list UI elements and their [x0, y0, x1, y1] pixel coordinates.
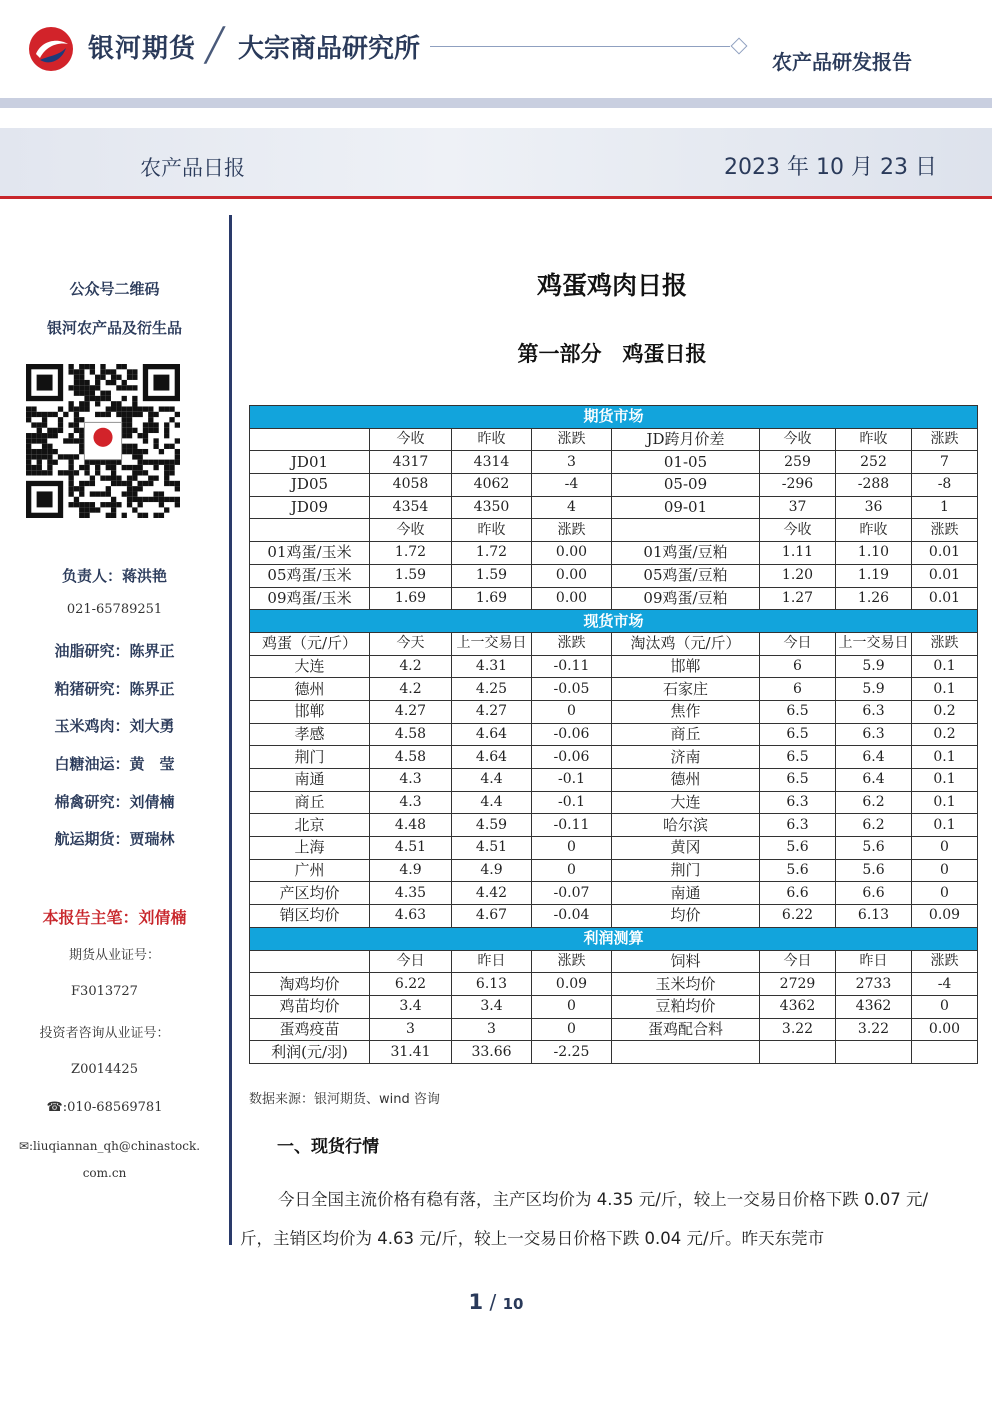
table-cell: 4.67	[452, 905, 532, 928]
table-row	[250, 678, 978, 701]
report-type: 农产品研发报告	[772, 50, 912, 74]
table-cell: 01鸡蛋/玉米	[250, 542, 370, 565]
table-cell: 0	[532, 995, 612, 1018]
table-cell: 1.19	[836, 564, 912, 587]
table-cell: 今日	[370, 950, 452, 973]
table-row	[250, 723, 978, 746]
table-section-header	[250, 406, 978, 429]
table-cell: 4.31	[452, 655, 532, 678]
table-cell: 6.3	[836, 723, 912, 746]
table-cell: 玉米均价	[612, 973, 760, 996]
table-cell: 哈尔滨	[612, 814, 760, 837]
table-cell: 7	[912, 451, 978, 474]
table-cell: 3.22	[836, 1018, 912, 1041]
researcher-item: 航运期货：贾瑞林	[54, 830, 175, 848]
table-cell: 0	[532, 859, 612, 882]
table-cell: 0.01	[912, 587, 978, 610]
table-cell: 0	[532, 837, 612, 860]
table-cell: 0.00	[912, 1018, 978, 1041]
table-cell: 邯郸	[612, 655, 760, 678]
table-cell: -0.04	[532, 905, 612, 928]
table-cell: 涨跌	[912, 428, 978, 451]
table-cell: 1.10	[836, 542, 912, 565]
futures-cert-label: 期货从业证号：	[68, 948, 160, 963]
table-cell: 01鸡蛋/豆粕	[612, 542, 760, 565]
table-cell: 济南	[612, 746, 760, 769]
table-cell: 4.25	[452, 678, 532, 701]
part-title: 第一部分 鸡蛋日报	[517, 342, 707, 366]
table-cell: 4.35	[370, 882, 452, 905]
table-cell: 4362	[836, 995, 912, 1018]
table-cell: 252	[836, 451, 912, 474]
table-cell: 昨收	[452, 428, 532, 451]
table-row	[250, 428, 978, 451]
table-cell: 淘鸡均价	[250, 973, 370, 996]
table-cell: 涨跌	[532, 519, 612, 542]
table-cell: 德州	[250, 678, 370, 701]
table-cell: 蛋鸡疫苗	[250, 1018, 370, 1041]
qr-code-icon	[26, 364, 180, 518]
table-row	[250, 519, 978, 542]
table-cell: 鸡苗均价	[250, 995, 370, 1018]
table-cell: 6.2	[836, 814, 912, 837]
table-cell: 4354	[370, 496, 452, 519]
table-row	[250, 1018, 978, 1041]
table-cell: -4	[532, 474, 612, 497]
table-cell: 259	[760, 451, 836, 474]
header-divider: ╱	[205, 26, 225, 64]
table-row	[250, 859, 978, 882]
table-cell: 焦作	[612, 700, 760, 723]
table-row	[250, 950, 978, 973]
table-cell: 涨跌	[532, 950, 612, 973]
header-rule	[430, 46, 730, 47]
table-cell: 2729	[760, 973, 836, 996]
total-pages: 10	[502, 1295, 524, 1313]
table-cell: 4.3	[370, 769, 452, 792]
table-cell: 4.9	[370, 859, 452, 882]
table-cell: 33.66	[452, 1041, 532, 1064]
researcher-item: 棉禽研究：刘倩楠	[54, 793, 175, 811]
table-section-header	[250, 927, 978, 950]
table-cell: 6.4	[836, 769, 912, 792]
consult-cert: Z0014425	[71, 1062, 138, 1077]
table-cell: 4.64	[452, 746, 532, 769]
table-row	[250, 995, 978, 1018]
table-cell: 6.6	[760, 882, 836, 905]
table-row	[250, 587, 978, 610]
table-cell: 涨跌	[912, 519, 978, 542]
table-row	[250, 905, 978, 928]
table-cell: 鸡蛋（元/斤）	[250, 632, 370, 655]
table-row	[250, 814, 978, 837]
table-cell: 09鸡蛋/玉米	[250, 587, 370, 610]
table-cell: 4.9	[452, 859, 532, 882]
table-cell: 6.13	[836, 905, 912, 928]
page-separator: /	[489, 1290, 497, 1314]
table-cell: 均价	[612, 905, 760, 928]
table-cell: 1.11	[760, 542, 836, 565]
table-cell: 4.58	[370, 723, 452, 746]
table-cell: 05-09	[612, 474, 760, 497]
table-row	[250, 451, 978, 474]
table-cell: -0.1	[532, 769, 612, 792]
table-cell	[250, 428, 370, 451]
table-cell: 0	[912, 882, 978, 905]
table-cell: 1.69	[452, 587, 532, 610]
table-cell: 6.2	[836, 791, 912, 814]
daily-label: 农产品日报	[140, 156, 245, 180]
table-cell: 利润(元/羽)	[250, 1041, 370, 1064]
table-cell: 豆粕均价	[612, 995, 760, 1018]
table-cell: 0.2	[912, 723, 978, 746]
table-cell: 今日	[760, 632, 836, 655]
table-cell: 4.4	[452, 769, 532, 792]
table-cell: 6.5	[760, 723, 836, 746]
table-cell: -2.25	[532, 1041, 612, 1064]
table-cell: 6.3	[760, 791, 836, 814]
table-cell: 0.1	[912, 769, 978, 792]
table-cell: 31.41	[370, 1041, 452, 1064]
table-cell: 4.2	[370, 655, 452, 678]
table-cell: -0.06	[532, 723, 612, 746]
email-line[interactable]: com.cn	[82, 1166, 127, 1180]
table-cell: 0.01	[912, 542, 978, 565]
table-cell: 商丘	[612, 723, 760, 746]
table-cell: 0.1	[912, 791, 978, 814]
table-cell: 05鸡蛋/玉米	[250, 564, 370, 587]
table-cell: 6.3	[836, 700, 912, 723]
table-cell	[912, 1041, 978, 1064]
table-cell: 黄冈	[612, 837, 760, 860]
table-cell: 上海	[250, 837, 370, 860]
table-cell	[612, 519, 760, 542]
table-cell	[760, 1041, 836, 1064]
table-cell: 孝感	[250, 723, 370, 746]
table-cell: 4058	[370, 474, 452, 497]
table-cell: 36	[836, 496, 912, 519]
table-cell: 4.2	[370, 678, 452, 701]
table-row	[250, 769, 978, 792]
table-cell: 涨跌	[532, 632, 612, 655]
table-cell: 德州	[612, 769, 760, 792]
brand-name: 银河期货	[88, 34, 197, 64]
table-cell: 4.58	[370, 746, 452, 769]
table-row	[250, 837, 978, 860]
table-cell: 0.1	[912, 655, 978, 678]
table-cell: 6.22	[760, 905, 836, 928]
table-cell: -0.11	[532, 655, 612, 678]
table-cell: 09-01	[612, 496, 760, 519]
table-cell: 4.51	[452, 837, 532, 860]
table-cell: 4.27	[452, 700, 532, 723]
table-cell: 4.4	[452, 791, 532, 814]
table-cell: 4062	[452, 474, 532, 497]
responsible-person: 负责人：蒋洪艳	[61, 567, 167, 585]
table-cell: 4.64	[452, 723, 532, 746]
table-cell: 01-05	[612, 451, 760, 474]
current-page: 1	[468, 1290, 484, 1314]
table-cell: 5.9	[836, 678, 912, 701]
table-row	[250, 1041, 978, 1064]
table-cell: 5.6	[760, 837, 836, 860]
table-cell: 0.09	[532, 973, 612, 996]
table-cell: JD05	[250, 474, 370, 497]
researcher-item: 粕猪研究：陈界正	[54, 680, 175, 698]
table-cell: 3	[370, 1018, 452, 1041]
table-cell: 南通	[612, 882, 760, 905]
table-row	[250, 632, 978, 655]
table-cell: 北京	[250, 814, 370, 837]
table-cell: 4362	[760, 995, 836, 1018]
table-cell: 4.51	[370, 837, 452, 860]
report-title: 鸡蛋鸡肉日报	[536, 271, 687, 300]
table-cell: -0.11	[532, 814, 612, 837]
table-row	[250, 973, 978, 996]
table-cell: 3	[452, 1018, 532, 1041]
table-cell: 荆门	[250, 746, 370, 769]
table-cell: 4314	[452, 451, 532, 474]
table-cell: 淘汰鸡（元/斤）	[612, 632, 760, 655]
table-cell: -0.07	[532, 882, 612, 905]
table-cell: 大连	[612, 791, 760, 814]
table-cell: 5.9	[836, 655, 912, 678]
table-cell: 1.59	[452, 564, 532, 587]
table-cell: 销区均价	[250, 905, 370, 928]
table-cell: 0.09	[912, 905, 978, 928]
table-cell: 昨收	[452, 519, 532, 542]
table-row	[250, 791, 978, 814]
table-cell: 4.59	[452, 814, 532, 837]
header-band	[0, 98, 992, 108]
table-cell: 0	[532, 1018, 612, 1041]
report-date: 2023 年 10 月 23 日	[724, 155, 937, 180]
page-number	[0, 1290, 992, 1314]
table-cell: 今收	[370, 519, 452, 542]
table-cell: 6.6	[836, 882, 912, 905]
section-title-cell: 期货市场	[250, 406, 978, 429]
researcher-item: 白糖油运：黄 莹	[54, 755, 175, 773]
galaxy-logo-icon	[28, 26, 74, 72]
table-cell: 6.5	[760, 746, 836, 769]
table-cell: 5.6	[760, 859, 836, 882]
table-cell: 0.01	[912, 564, 978, 587]
table-cell: 0.00	[532, 587, 612, 610]
data-source: 数据来源：银河期货、wind 咨询	[249, 1092, 440, 1107]
table-cell: 4317	[370, 451, 452, 474]
table-cell: 6.5	[760, 769, 836, 792]
qr-title: 公众号二维码	[69, 280, 160, 298]
table-row	[250, 882, 978, 905]
table-cell: 涨跌	[912, 632, 978, 655]
table-cell: -296	[760, 474, 836, 497]
table-cell: 0.00	[532, 542, 612, 565]
table-cell: JD09	[250, 496, 370, 519]
table-cell: 6.5	[760, 700, 836, 723]
table-cell	[250, 950, 370, 973]
table-cell: 1.72	[370, 542, 452, 565]
table-cell	[612, 1041, 760, 1064]
table-cell: 4.42	[452, 882, 532, 905]
table-cell: 09鸡蛋/豆粕	[612, 587, 760, 610]
table-cell	[250, 519, 370, 542]
table-cell: 0.2	[912, 700, 978, 723]
table-cell: 蛋鸡配合料	[612, 1018, 760, 1041]
table-cell: 4	[532, 496, 612, 519]
table-cell: 3	[532, 451, 612, 474]
sub-header-rule	[0, 196, 992, 199]
table-cell: 昨收	[836, 519, 912, 542]
telephone: ☎:010-68569781	[46, 1100, 163, 1115]
consult-cert-label: 投资者咨询从业证号：	[39, 1026, 170, 1041]
table-row	[250, 474, 978, 497]
table-cell: 0.1	[912, 678, 978, 701]
table-cell: 0	[912, 837, 978, 860]
table-cell: 0.1	[912, 814, 978, 837]
spot-market-paragraph: 今日全国主流价格有稳有落，主产区均价为 4.35 元/斤，较上一交易日价格下跌 0.07 元/斤，主销区均价为 4.63 元/斤，较上一交易日价格下跌 0.04 元/斤。昨天东莞市	[240, 1190, 929, 1248]
table-cell: 6.3	[760, 814, 836, 837]
table-cell: 今日	[760, 950, 836, 973]
researcher-item: 玉米鸡肉：刘大勇	[54, 717, 175, 735]
qr-subtitle: 银河农产品及衍生品	[46, 319, 182, 337]
email-line[interactable]: ✉:liuqiannan_qh@chinastock.	[18, 1139, 201, 1153]
table-cell: 1.20	[760, 564, 836, 587]
table-cell: 6	[760, 655, 836, 678]
table-cell: -288	[836, 474, 912, 497]
table-cell: 3.22	[760, 1018, 836, 1041]
table-cell: 1.69	[370, 587, 452, 610]
table-cell: 1	[912, 496, 978, 519]
phone-number: 021-65789251	[66, 602, 163, 617]
table-cell: 3.4	[452, 995, 532, 1018]
table-cell: 南通	[250, 769, 370, 792]
table-cell: 4.27	[370, 700, 452, 723]
table-cell: 石家庄	[612, 678, 760, 701]
table-cell: 邯郸	[250, 700, 370, 723]
table-cell: 上一交易日	[836, 632, 912, 655]
table-row	[250, 746, 978, 769]
table-row	[250, 564, 978, 587]
table-cell: 6	[760, 678, 836, 701]
table-cell: 0.1	[912, 746, 978, 769]
table-cell: 5.6	[836, 837, 912, 860]
table-cell: 1.72	[452, 542, 532, 565]
table-cell: 商丘	[250, 791, 370, 814]
table-cell: 4350	[452, 496, 532, 519]
table-cell: 4.3	[370, 791, 452, 814]
table-cell: 涨跌	[532, 428, 612, 451]
table-cell: 6.22	[370, 973, 452, 996]
table-cell: -0.06	[532, 746, 612, 769]
table-cell: 1.26	[836, 587, 912, 610]
table-cell: 05鸡蛋/豆粕	[612, 564, 760, 587]
table-cell: 37	[760, 496, 836, 519]
table-row	[250, 496, 978, 519]
table-cell: 4.63	[370, 905, 452, 928]
table-row	[250, 700, 978, 723]
researcher-item: 油脂研究：陈界正	[54, 642, 175, 660]
table-cell: 饲料	[612, 950, 760, 973]
table-cell: 6.13	[452, 973, 532, 996]
table-cell: -4	[912, 973, 978, 996]
table-cell: 0	[912, 995, 978, 1018]
table-cell: 0	[912, 859, 978, 882]
table-cell: 广州	[250, 859, 370, 882]
table-cell: 大连	[250, 655, 370, 678]
institute-name: 大宗商品研究所	[238, 34, 421, 64]
table-cell: 今收	[370, 428, 452, 451]
sidebar-divider	[229, 215, 232, 1245]
table-section-header	[250, 610, 978, 633]
table-cell: 今天	[370, 632, 452, 655]
section-heading: 一、现货行情	[277, 1137, 379, 1157]
table-cell: -0.05	[532, 678, 612, 701]
table-row	[250, 655, 978, 678]
section-title-cell: 利润测算	[250, 927, 978, 950]
table-cell: 0	[532, 700, 612, 723]
table-cell: 昨收	[836, 428, 912, 451]
table-cell: 上一交易日	[452, 632, 532, 655]
table-cell: 5.6	[836, 859, 912, 882]
section-title-cell: 现货市场	[250, 610, 978, 633]
table-cell: JD01	[250, 451, 370, 474]
table-cell: JD跨月价差	[612, 428, 760, 451]
table-cell: 1.27	[760, 587, 836, 610]
table-cell: 3.4	[370, 995, 452, 1018]
table-cell: 昨日	[836, 950, 912, 973]
table-cell: -0.1	[532, 791, 612, 814]
table-cell: -8	[912, 474, 978, 497]
table-cell: 昨日	[452, 950, 532, 973]
report-author: 本报告主笔：刘倩楠	[42, 908, 187, 927]
table-cell: 产区均价	[250, 882, 370, 905]
table-cell: 1.59	[370, 564, 452, 587]
table-row	[250, 542, 978, 565]
table-cell: 6.4	[836, 746, 912, 769]
table-cell: 今收	[760, 519, 836, 542]
futures-cert: F3013727	[71, 984, 138, 999]
table-cell: 4.48	[370, 814, 452, 837]
egg-data-table	[249, 405, 978, 1064]
table-cell	[836, 1041, 912, 1064]
table-cell: 荆门	[612, 859, 760, 882]
table-cell: 涨跌	[912, 950, 978, 973]
table-cell: 今收	[760, 428, 836, 451]
table-cell: 2733	[836, 973, 912, 996]
table-cell: 0.00	[532, 564, 612, 587]
